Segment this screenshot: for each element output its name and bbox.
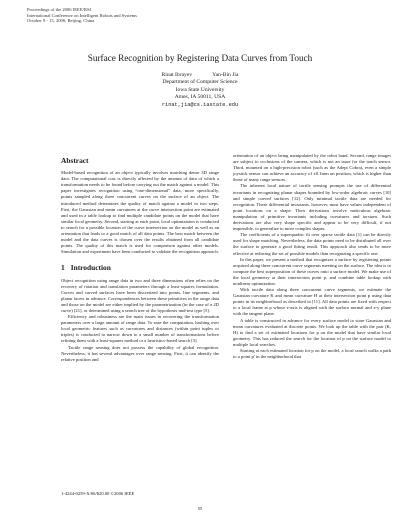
author-address: Ames, IA 50011, USA [174, 94, 226, 101]
proceedings-line-1: Proceedings of the 2006 IEEE/RSJ [27, 7, 92, 12]
section-title: Introduction [70, 263, 111, 273]
right-paragraph-5: With tactile data along three concurrent curve segments, we estimate the Gaussian curvature K and mean curvature H at their intersection point p using data points in its neighborhood as described in [11]. All data points are fixed with respect to a local frame at p whose z-axis is aligned with the surface normal and x-y plane with the tangent plane. [233, 287, 391, 317]
intro-paragraph-2: Efficiency and robustness are the main issues in recovering the transformation parameters over a large amount of range data. To ease the computation, hashing over local geometric features such as curvatures and distances (within point tuples or triples) is conducted to narrow down to a small number of transformations before refining them with a least-squares method or a heuristics-based search [3]. [61, 314, 219, 344]
proceedings-header [27, 7, 137, 24]
abstract-heading: Abstract [61, 156, 89, 165]
author-university: Iowa State University [175, 86, 225, 93]
introduction-heading [61, 265, 219, 271]
right-paragraph-1: orientation of an object being manipulated by the robot hand. Second, range images are subject to occlusions of the camera, which is not an issue for the touch sensor. Third, mounted on a high-precision robot (such as the Adept Cobra), even a simple joystick sensor can achieve an accuracy of ±0.1mm on position, which is higher than those of many range sensors. [233, 153, 391, 183]
proceedings-line-2: International Conference on Intelligent Robots and Systems [27, 12, 137, 18]
right-paragraph-7: Starting at each estimated location for p on the model, a local search walks a path to a point p′ in the neighborhood that [233, 348, 391, 360]
right-paragraph-3: The coefficients of a superquadric fit over sparse tactile data [1] can be directly used for shape matching. Nevertheless, the data points need to be distributed all over the surface to generate a good fitting result. This approach also tends to be more effective at reducing the set of possible models than recognizing a specific one. [233, 232, 391, 256]
page-number: 55 [197, 506, 203, 511]
left-column [61, 158, 219, 363]
right-paragraph-6: A table is constructed in advance for every surface model to store Gaussian and mean curvatures evaluated at discrete points. We look up the table with the pair (K, H) to find a set of estimated locations for p on the model that have similar local geometry. This has reduced the search for the location of p on the surface model to multiple local searches. [233, 317, 391, 347]
paper-title: Surface Recognition by Registering Data Curves from Touch [87, 53, 313, 63]
author-block [0, 72, 400, 109]
author-name-2: Yan-Bin Jia [212, 72, 239, 78]
author-email: rinat,jia@cs.iastate.edu [161, 101, 239, 108]
author-name-1: Rinat Ibrayev [161, 72, 193, 78]
right-paragraph-4: In this paper, we present a method that recognizes a surface by registering points acquired along three concurrent curve segments meeting on the surface. The idea is to compute the best superposition of these curves onto a surface model. We make use of the local geometry at their intersection point p, and combine table lookup with nonlinear optimization. [233, 256, 391, 286]
intro-paragraph-3: Tactile range sensing does not possess the capability of global recognition. Nevertheless, it has several advantages over range sensing. First, it can identify the relative position and [61, 344, 219, 362]
abstract-text: Model-based recognition of an object typically involves matching dense 3D range data. The computational cost is directly affected by the amount of data of which a transformation needs to be found before carrying out the match against a model. This paper investigates recognition using “one-dimensional” data, more specifically, points sampled along three concurrent curves on the surface of an object. The introduced method determines the quality of match against a model in two steps. First, the Gaussian and mean curvatures at the curve intersection point are estimated and used in a table lookup to find multiple candidate points on the model that have similar local geometry. Second, starting at each point, local optimization is conducted to search for a possible location of the curve intersection on the model as well as an orientation that leads to a good match of all data points. The best match between the model and the data curves is chosen over the results obtained from all candidate points. The quality of this match is used for comparison against other models. Simulation and experiment have been conducted to validate the recognition approach. [61, 170, 219, 255]
right-paragraph-2: The inherent local nature of tactile sensing prompts the use of differential invariants in recognizing planar shapes bounded by low-order algebraic curves [10] and simple curved surfaces [12]. Only minimal tactile data are needed for recognition. These differential invariants, however, must have values independent of point locations on a shape. Their derivations involve meticulous algebraic manipulation of primitive invariants including curvatures and torsions. Such derivations are also very shape specific and appear to be very difficult, if not impossible, to generalize to more complex shapes. [233, 183, 391, 232]
section-number: 1 [61, 263, 65, 273]
author-department: Department of Computer Science [162, 79, 238, 86]
intro-paragraph-1: Object recognition using range data in two and three dimensions often relies on the recovery of rotation and translation parameters through a least-squares formulation. Curves and curved surfaces have been discretized into points, line segments, and planar facets in advance. Correspondences between these primitives in the range data and those on the model are either implied by the parametrization (in the case of a 2D curve) [21], or determined using a search tree of the hypothesis-and-test type [5]. [61, 277, 219, 313]
proceedings-line-3: October 9 - 15, 2006, Beijing, China [27, 18, 95, 24]
copyright-footnote: 1-4244-0259-X/06/$20.00 ©2006 IEEE [61, 491, 135, 496]
right-column [233, 153, 391, 360]
